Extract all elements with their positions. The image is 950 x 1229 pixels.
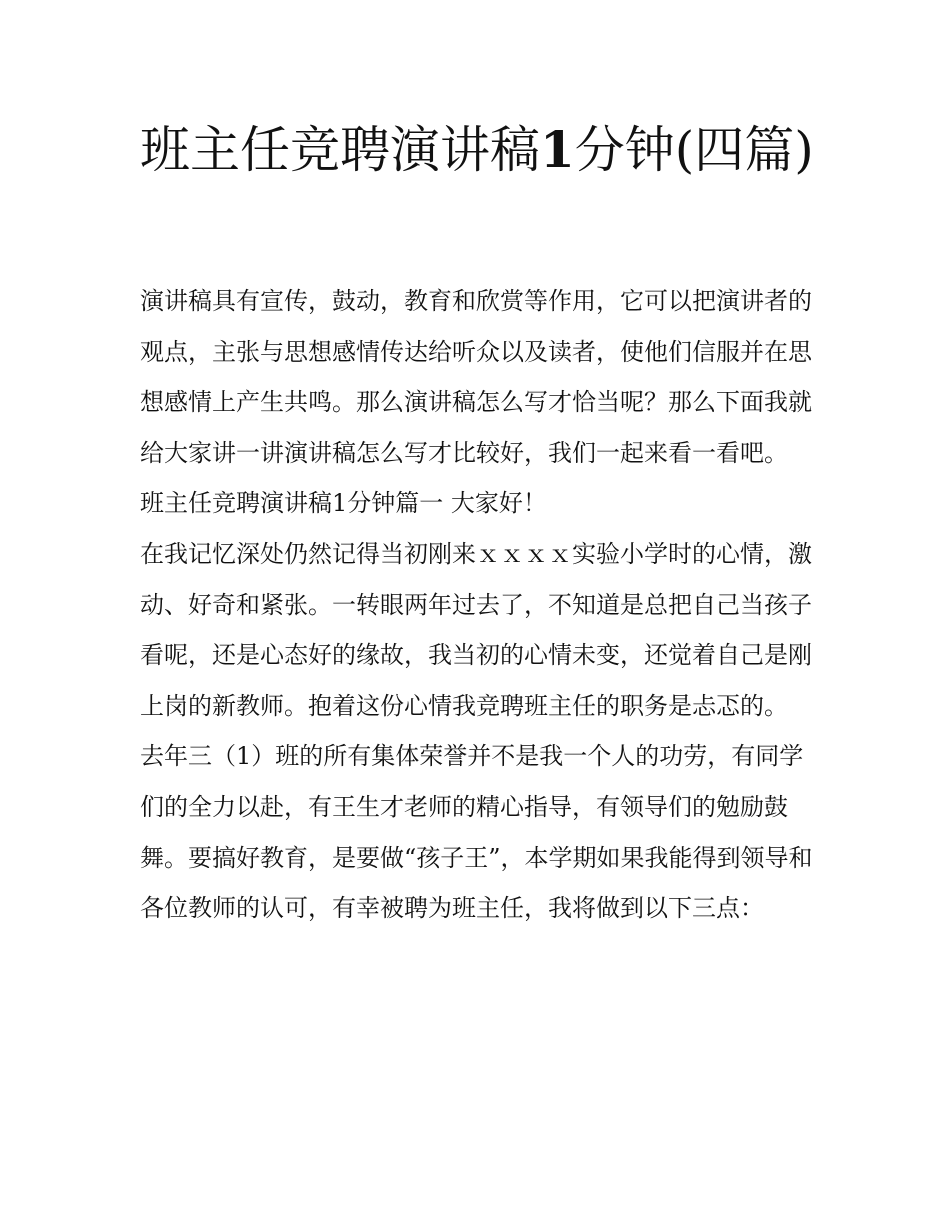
title-number: 1 [540,120,575,179]
title-suffix: 分钟(四篇) [574,121,814,179]
document-title [140,112,820,188]
paragraph-commitment: 去年三（1）班的所有集体荣誉并不是我一个人的功劳，有同学们的全力以赴，有王生才老师的精心指导，有领导们的勉励鼓舞。要搞好教育，是要做“孩子王”，本学期如果我能得到领导和各位教师的认可，有幸被聘为班主任，我将做到以下三点： [140,742,813,923]
title-prefix: 班主任竞聘演讲稿 [140,121,540,179]
paragraph-section-heading: 班主任竞聘演讲稿1分钟篇一 大家好！ [140,489,547,518]
paragraph-memory: 在我记忆深处仍然记得当初刚来ｘｘｘｘ实验小学时的心情，激动、好奇和紧张。一转眼两年过去了，不知道是总把自己当孩子看呢，还是心态好的缘故，我当初的心情未变，还觉着自己是刚上岗的新教师。抱着这份心情我竞聘班主任的职务是忐忑的。 [140,539,812,720]
document-body [140,276,820,934]
paragraph-intro: 演讲稿具有宣传，鼓动，教育和欣赏等作用，它可以把演讲者的观点，主张与思想感情传达给听众以及读者，使他们信服并在思想感情上产生共鸣。那么演讲稿怎么写才恰当呢？那么下面我就给大家讲一讲演讲稿怎么写才比较好，我们一起来看一看吧。 [140,287,812,467]
